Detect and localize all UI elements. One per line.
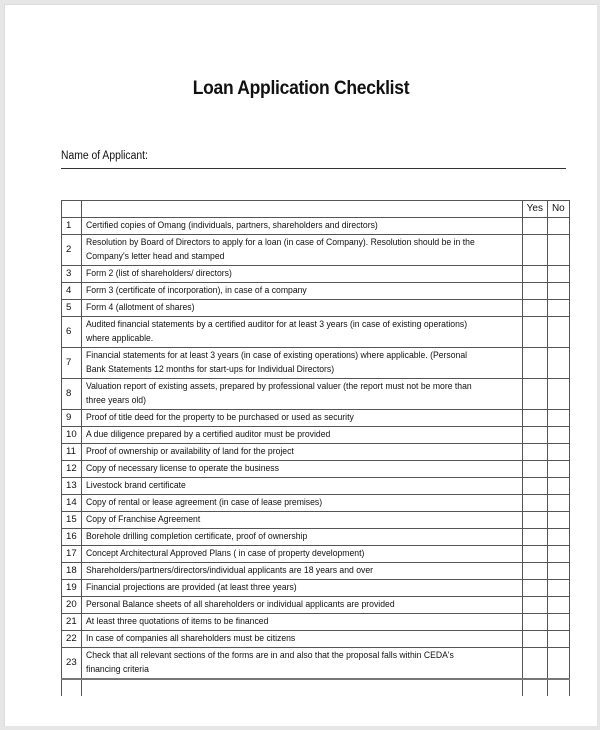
item-description-line: Concept Architectural Approved Plans ( in case of property development) xyxy=(85,548,365,559)
item-description xyxy=(81,563,522,580)
item-number: 5 xyxy=(62,300,82,317)
table-header-row xyxy=(62,201,570,218)
yes-checkbox-cell[interactable] xyxy=(522,300,547,317)
yes-checkbox-cell[interactable] xyxy=(522,427,547,444)
no-checkbox-cell[interactable] xyxy=(547,478,569,495)
item-description xyxy=(81,631,522,648)
item-description-line: Certified copies of Omang (individuals, partners, shareholders and directors) xyxy=(85,220,378,231)
item-description-line: Resolution by Board of Directors to apply for a loan (in case of Company). Resolution should be in the xyxy=(85,237,475,248)
item-number: 4 xyxy=(62,283,82,300)
table-row xyxy=(62,379,570,410)
item-description-line: Copy of necessary license to operate the business xyxy=(85,463,279,474)
item-description xyxy=(81,317,522,348)
item-number: 2 xyxy=(62,235,82,266)
no-checkbox-cell[interactable] xyxy=(547,614,569,631)
yes-checkbox-cell[interactable] xyxy=(522,546,547,563)
cutoff-cell xyxy=(62,679,82,696)
cutoff-cell xyxy=(81,679,522,696)
item-number: 18 xyxy=(62,563,82,580)
yes-checkbox-cell[interactable] xyxy=(522,563,547,580)
item-description-line: At least three quotations of items to be financed xyxy=(85,616,269,627)
item-number: 1 xyxy=(62,218,82,235)
item-description xyxy=(81,614,522,631)
item-description xyxy=(81,300,522,317)
page-title: Loan Application Checklist xyxy=(192,78,410,99)
item-description xyxy=(81,495,522,512)
no-checkbox-cell[interactable] xyxy=(547,512,569,529)
yes-checkbox-cell[interactable] xyxy=(522,580,547,597)
item-description-line: A due diligence prepared by a certified auditor must be provided xyxy=(85,429,330,440)
item-description xyxy=(81,580,522,597)
yes-checkbox-cell[interactable] xyxy=(522,614,547,631)
item-description-line: Proof of ownership or availability of land for the project xyxy=(85,446,294,457)
item-number: 20 xyxy=(62,597,82,614)
table-row xyxy=(62,512,570,529)
item-number: 17 xyxy=(62,546,82,563)
yes-checkbox-cell[interactable] xyxy=(522,266,547,283)
item-description xyxy=(81,379,522,410)
checklist-table xyxy=(61,200,570,696)
table-row xyxy=(62,546,570,563)
item-description-line: Financial statements for at least 3 years (in case of existing operations) where applicable. (Personal xyxy=(85,350,467,361)
yes-checkbox-cell[interactable] xyxy=(522,597,547,614)
item-number: 23 xyxy=(62,648,82,679)
item-description-line: Form 3 (certificate of incorporation), in case of a company xyxy=(85,285,307,296)
item-number: 16 xyxy=(62,529,82,546)
item-description-line: Form 2 (list of shareholders/ directors) xyxy=(85,268,232,279)
item-description xyxy=(81,283,522,300)
item-description-line: Livestock brand certificate xyxy=(85,480,186,491)
no-checkbox-cell[interactable] xyxy=(547,495,569,512)
item-description xyxy=(81,478,522,495)
item-description-line: Financial projections are provided (at least three years) xyxy=(85,582,297,593)
no-checkbox-cell[interactable] xyxy=(547,631,569,648)
table-row xyxy=(62,218,570,235)
yes-checkbox-cell[interactable] xyxy=(522,631,547,648)
item-description xyxy=(81,546,522,563)
yes-checkbox-cell[interactable] xyxy=(522,512,547,529)
item-description xyxy=(81,348,522,379)
item-number: 12 xyxy=(62,461,82,478)
no-checkbox-cell[interactable] xyxy=(547,317,569,348)
applicant-name-label: Name of Applicant: xyxy=(61,150,148,162)
table-row xyxy=(62,529,570,546)
no-checkbox-cell[interactable] xyxy=(547,563,569,580)
item-number: 15 xyxy=(62,512,82,529)
header-item xyxy=(81,201,522,218)
table-row xyxy=(62,614,570,631)
yes-checkbox-cell[interactable] xyxy=(522,478,547,495)
applicant-name-field[interactable] xyxy=(61,150,566,169)
item-number: 9 xyxy=(62,410,82,427)
no-checkbox-cell[interactable] xyxy=(547,546,569,563)
table-row xyxy=(62,597,570,614)
table-row xyxy=(62,317,570,348)
table-row xyxy=(62,461,570,478)
yes-checkbox-cell[interactable] xyxy=(522,348,547,379)
item-description-line: Borehole drilling completion certificate, proof of ownership xyxy=(85,531,307,542)
header-no: No xyxy=(547,201,569,218)
no-checkbox-cell[interactable] xyxy=(547,379,569,410)
item-description xyxy=(81,410,522,427)
item-number: 7 xyxy=(62,348,82,379)
yes-checkbox-cell[interactable] xyxy=(522,444,547,461)
no-checkbox-cell[interactable] xyxy=(547,283,569,300)
item-description xyxy=(81,529,522,546)
item-number: 22 xyxy=(62,631,82,648)
yes-checkbox-cell[interactable] xyxy=(522,461,547,478)
table-row xyxy=(62,648,570,679)
no-checkbox-cell[interactable] xyxy=(547,580,569,597)
table-row xyxy=(62,427,570,444)
item-description-line: Form 4 (allotment of shares) xyxy=(85,302,195,313)
no-checkbox-cell[interactable] xyxy=(547,266,569,283)
item-number: 10 xyxy=(62,427,82,444)
item-description-line: Proof of title deed for the property to be purchased or used as security xyxy=(85,412,354,423)
item-description-line: Audited financial statements by a certified auditor for at least 3 years (in case of existing operations) xyxy=(85,319,467,330)
no-checkbox-cell[interactable] xyxy=(547,444,569,461)
yes-checkbox-cell[interactable] xyxy=(522,317,547,348)
item-description-line: Copy of rental or lease agreement (in case of lease premises) xyxy=(85,497,322,508)
table-row xyxy=(62,300,570,317)
document-page xyxy=(4,4,597,726)
no-checkbox-cell[interactable] xyxy=(547,218,569,235)
table-row xyxy=(62,631,570,648)
item-description xyxy=(81,597,522,614)
item-number: 14 xyxy=(62,495,82,512)
no-checkbox-cell[interactable] xyxy=(547,348,569,379)
item-description-line: Shareholders/partners/directors/individual applicants are 18 years and over xyxy=(85,565,373,576)
yes-checkbox-cell[interactable] xyxy=(522,410,547,427)
item-number: 6 xyxy=(62,317,82,348)
item-description-line: three years old) xyxy=(85,395,146,406)
cutoff-cell xyxy=(547,679,569,696)
item-description-line: Valuation report of existing assets, prepared by professional valuer (the report must not be more than xyxy=(85,381,472,392)
no-checkbox-cell[interactable] xyxy=(547,461,569,478)
item-description xyxy=(81,648,522,679)
item-number: 8 xyxy=(62,379,82,410)
item-description xyxy=(81,235,522,266)
table-row xyxy=(62,348,570,379)
item-description xyxy=(81,444,522,461)
no-checkbox-cell[interactable] xyxy=(547,427,569,444)
cutoff-cell xyxy=(522,679,547,696)
item-description xyxy=(81,461,522,478)
item-number: 3 xyxy=(62,266,82,283)
no-checkbox-cell[interactable] xyxy=(547,235,569,266)
no-checkbox-cell[interactable] xyxy=(547,410,569,427)
item-number: 19 xyxy=(62,580,82,597)
table-row xyxy=(62,563,570,580)
table-row xyxy=(62,410,570,427)
yes-checkbox-cell[interactable] xyxy=(522,218,547,235)
item-number: 21 xyxy=(62,614,82,631)
table-row xyxy=(62,266,570,283)
table-row xyxy=(62,495,570,512)
item-description-line: Personal Balance sheets of all shareholders or individual applicants are provided xyxy=(85,599,395,610)
item-number: 11 xyxy=(62,444,82,461)
no-checkbox-cell[interactable] xyxy=(547,300,569,317)
yes-checkbox-cell[interactable] xyxy=(522,235,547,266)
table-row xyxy=(62,444,570,461)
yes-checkbox-cell[interactable] xyxy=(522,283,547,300)
table-row xyxy=(62,283,570,300)
item-description-line: where applicable. xyxy=(85,333,153,344)
table-row xyxy=(62,478,570,495)
header-yes: Yes xyxy=(522,201,547,218)
table-row-cutoff xyxy=(62,679,570,696)
item-description-line: In case of companies all shareholders must be citizens xyxy=(85,633,295,644)
item-description xyxy=(81,427,522,444)
item-description xyxy=(81,266,522,283)
no-checkbox-cell[interactable] xyxy=(547,648,569,679)
item-description-line: Copy of Franchise Agreement xyxy=(85,514,200,525)
yes-checkbox-cell[interactable] xyxy=(522,495,547,512)
no-checkbox-cell[interactable] xyxy=(547,529,569,546)
item-description-line: financing criteria xyxy=(85,663,149,675)
table-row xyxy=(62,235,570,266)
header-num xyxy=(62,201,82,218)
item-number: 13 xyxy=(62,478,82,495)
item-description xyxy=(81,218,522,235)
yes-checkbox-cell[interactable] xyxy=(522,529,547,546)
item-description-line: Company's letter head and stamped xyxy=(85,251,225,262)
item-description-line: Bank Statements 12 months for start-ups for Individual Directors) xyxy=(85,364,334,375)
item-description xyxy=(81,512,522,529)
table-row xyxy=(62,580,570,597)
yes-checkbox-cell[interactable] xyxy=(522,379,547,410)
yes-checkbox-cell[interactable] xyxy=(522,648,547,679)
item-description-line: Check that all relevant sections of the forms are in and also that the proposal falls within CEDA's xyxy=(85,649,454,661)
no-checkbox-cell[interactable] xyxy=(547,597,569,614)
